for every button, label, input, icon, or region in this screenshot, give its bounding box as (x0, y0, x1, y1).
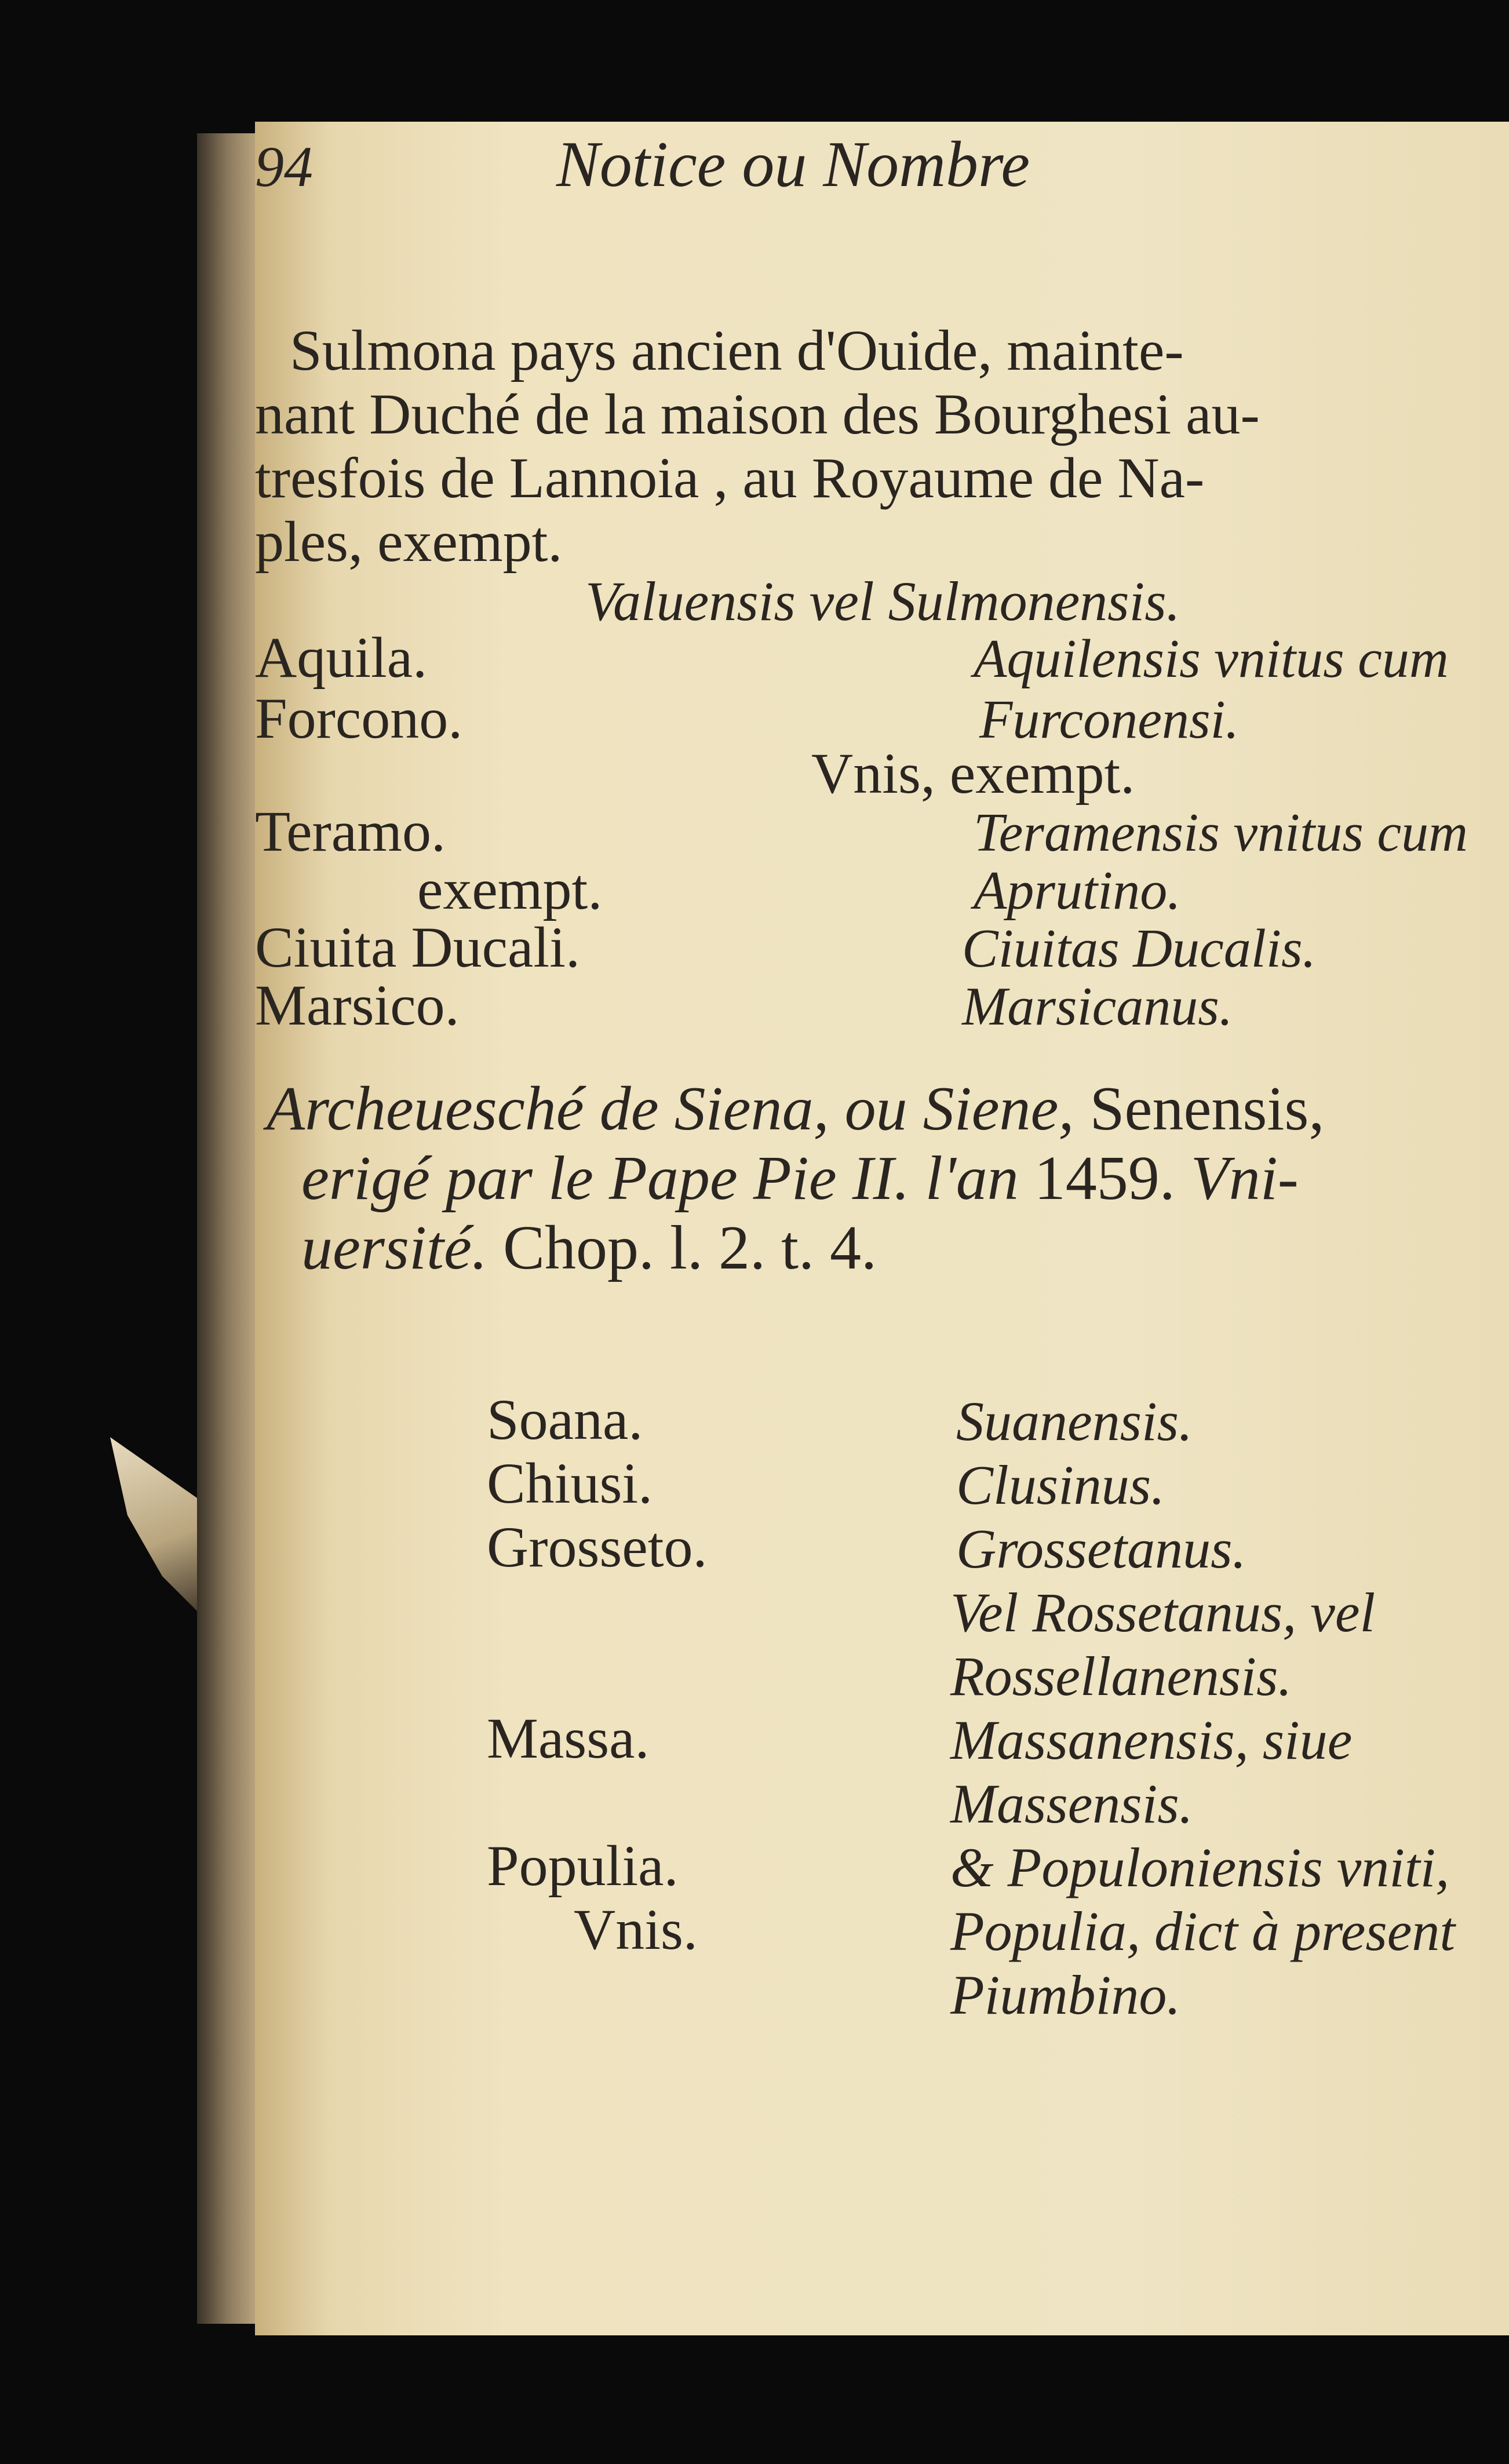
diocese-teramo-exempt: exempt. (417, 857, 603, 921)
diocese-forcono: Forcono. (255, 686, 463, 750)
siena-heading-italic-1: Archeuesché de Siena, ou Siene, (267, 1074, 1074, 1143)
diocese-forcono-latin: Furconensi. (979, 690, 1240, 750)
sulmona-line-4: ples, exempt. (255, 509, 563, 574)
sulmona-latin-title: Valuensis vel Sulmonensis. (585, 570, 1180, 632)
sulmona-line-1: Sulmona pays ancien d'Ouide, mainte- (290, 318, 1184, 382)
sulmona-line-3: tresfois de Lannoia , au Royaume de Na- (255, 446, 1205, 510)
diocese-marsico: Marsico. (255, 973, 460, 1037)
siena-heading-line-2 (301, 1144, 1299, 1213)
running-title: Notice ou Nombre (556, 129, 1030, 201)
diocese-chiusi: Chiusi. (487, 1451, 653, 1515)
siena-heading-italic-4: uersité. (301, 1213, 487, 1282)
siena-heading-roman-3: Chop. l. 2. t. 4. (487, 1213, 877, 1282)
diocese-massa: Massa. (487, 1706, 650, 1770)
diocese-massa-latin: Massanensis, siue (950, 1709, 1353, 1771)
folio-number: 94 (255, 134, 313, 199)
diocese-teramo: Teramo. (255, 799, 446, 863)
diocese-populia-latin: & Populoniensis vniti, (950, 1836, 1450, 1898)
diocese-soana: Soana. (487, 1387, 643, 1452)
diocese-marsico-latin: Marsicanus. (962, 976, 1233, 1037)
diocese-piumbino-latin: Piumbino. (950, 1964, 1181, 2026)
diocese-ciuita-ducali: Ciuita Ducali. (255, 915, 580, 979)
sulmona-line-2: nant Duché de la maison des Bourghesi au- (255, 382, 1260, 446)
siena-heading-italic-3: Vni- (1175, 1144, 1299, 1213)
diocese-teramo-latin: Teramensis vnitus cum (974, 803, 1468, 863)
diocese-aprutino-latin: Aprutino. (974, 861, 1181, 921)
diocese-vnis: Vnis. (574, 1897, 698, 1962)
diocese-chiusi-latin: Clusinus. (956, 1454, 1165, 1516)
diocese-massensis-latin: Massensis. (950, 1773, 1193, 1835)
page-header (255, 127, 1240, 214)
diocese-grosseto-latin: Grossetanus. (956, 1518, 1246, 1580)
diocese-aquila-latin: Aquilensis vnitus cum (974, 629, 1449, 689)
siena-heading-italic-2: erigé par le Pape Pie II. l'an (301, 1144, 1019, 1213)
paper-tab (110, 1437, 197, 1611)
diocese-rossellanensis-latin: Rossellanensis. (950, 1645, 1292, 1707)
diocese-soana-latin: Suanensis. (956, 1390, 1193, 1452)
diocese-grosseto: Grosseto. (487, 1515, 708, 1579)
siena-heading-line-1 (267, 1074, 1325, 1143)
diocese-vnis-exempt: Vnis, exempt. (811, 741, 1135, 805)
diocese-rossetanus-latin: Vel Rossetanus, vel (950, 1581, 1376, 1643)
siena-heading-roman-2: 1459. (1018, 1144, 1175, 1213)
siena-heading-line-3 (301, 1213, 877, 1282)
diocese-ciuita-ducali-latin: Ciuitas Ducalis. (962, 918, 1317, 979)
diocese-populia: Populia. (487, 1834, 679, 1898)
siena-heading-roman-1: Senensis, (1074, 1074, 1325, 1143)
diocese-populia-present-latin: Populia, dict à present (950, 1900, 1455, 1962)
diocese-aquila: Aquila. (255, 625, 428, 690)
